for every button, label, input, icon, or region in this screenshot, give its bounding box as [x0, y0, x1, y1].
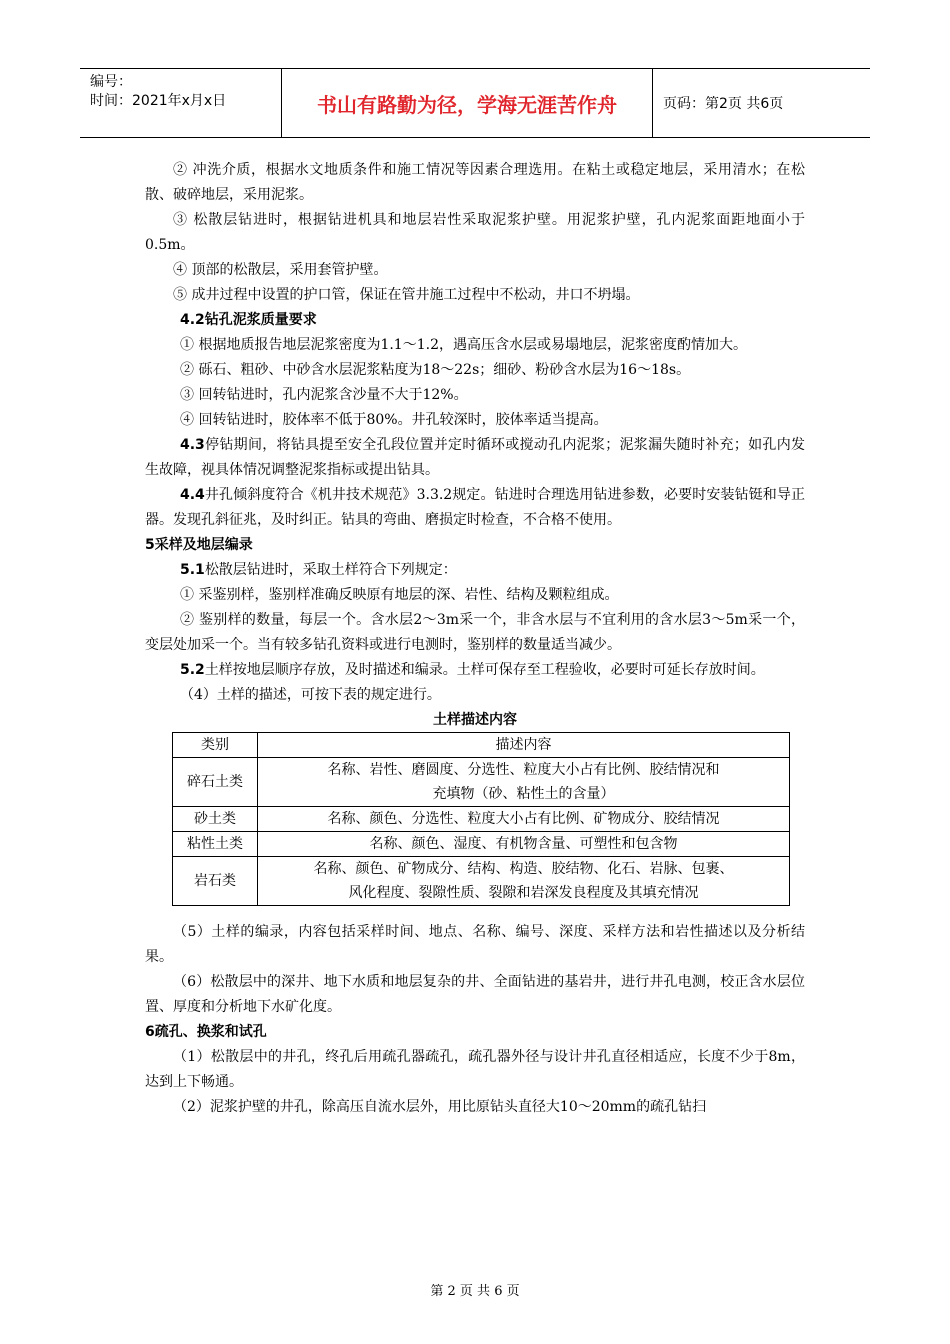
table-cell-category: 岩石类 — [173, 857, 258, 906]
table-cell-content — [258, 857, 790, 906]
content-line: 名称、岩性、磨圆度、分选性、粒度大小占有比例、胶结情况和 — [327, 762, 720, 778]
soil-description-table — [172, 732, 790, 906]
paragraph: （1）松散层中的井孔，终孔后用疏孔器疏孔，疏孔器外径与设计井孔直径相适应，长度不少于8m，达到上下畅通。 — [145, 1049, 805, 1090]
clause-number: 5.2 — [180, 662, 205, 678]
header-meta — [80, 69, 282, 137]
table-cell-category: 碎石土类 — [173, 758, 258, 807]
time-label: 时间：2021年x月x日 — [90, 93, 227, 109]
paragraph-5-1 — [145, 558, 805, 583]
clause-number: 4.3 — [180, 437, 205, 453]
section-heading-6: 6疏孔、换浆和试孔 — [145, 1024, 267, 1040]
clause-text: 松散层钻进时，采取土样符合下列规定： — [204, 562, 457, 578]
table-cell-content: 名称、颜色、湿度、有机物含量、可塑性和包含物 — [258, 832, 790, 857]
paragraph: ③ 回转钻进时，孔内泥浆含沙量不大于12%。 — [180, 387, 468, 403]
paragraph: （2）泥浆护壁的井孔，除高压自流水层外，用比原钻头直径大10～20mm的疏孔钻扫 — [173, 1099, 707, 1115]
table-caption: 土样描述内容 — [433, 712, 517, 728]
table-row — [173, 758, 790, 807]
content-line: 风化程度、裂隙性质、裂隙和岩深发良程度及其填充情况 — [348, 885, 699, 901]
paragraph: ② 砾石、粗砂、中砂含水层泥浆粘度为18～22s；细砂、粉砂含水层为16～18s。 — [180, 362, 691, 378]
table-row — [173, 857, 790, 906]
paragraph: ② 冲洗介质，根据水文地质条件和施工情况等因素合理选用。在粘土或稳定地层，采用清水；在松散、破碎地层，采用泥浆。 — [145, 162, 805, 203]
clause-text: 土样按地层顺序存放，及时描述和编录。土样可保存至工程验收，必要时可延长存放时间。 — [204, 662, 765, 678]
table-header-row — [173, 733, 790, 758]
number-label: 编号： — [90, 74, 132, 90]
clause-number: 5.1 — [180, 562, 205, 578]
clause-number: 4.4 — [180, 487, 205, 503]
section-heading-5: 5采样及地层编录 — [145, 537, 253, 553]
clause-text: 停钻期间，将钻具提至安全孔段位置并定时循环或搅动孔内泥浆；泥浆漏失随时补充；如孔内发生故障，视具体情况调整泥浆指标或提出钻具。 — [145, 437, 805, 478]
header-page-info: 页码：第2页 共6页 — [663, 96, 784, 112]
paragraph-5-2 — [145, 658, 805, 683]
paragraph-4-4 — [145, 483, 805, 533]
table-row — [173, 832, 790, 857]
document-body — [145, 158, 805, 1120]
table-row — [173, 807, 790, 832]
paragraph: ③ 松散层钻进时，根据钻进机具和地层岩性采取泥浆护壁。用泥浆护壁，孔内泥浆面距地面小于0.5m。 — [145, 212, 805, 253]
section-heading-4-2: 4.2钻孔泥浆质量要求 — [180, 312, 317, 328]
table-header-category: 类别 — [173, 733, 258, 758]
table-cell-category: 粘性土类 — [173, 832, 258, 857]
page-header — [80, 68, 870, 138]
paragraph: （5）土样的编录，内容包括采样时间、地点、名称、编号、深度、采样方法和岩性描述以及分析结果。 — [145, 924, 805, 965]
content-line: 充填物（砂、粘性土的含量） — [432, 786, 615, 802]
paragraph: ① 根据地质报告地层泥浆密度为1.1～1.2，遇高压含水层或易塌地层，泥浆密度酌情加大。 — [180, 337, 747, 353]
clause-text: 井孔倾斜度符合《机井技术规范》3.3.2规定。钻进时合理选用钻进参数，必要时安装钻铤和导正器。发现孔斜征兆，及时纠正。钻具的弯曲、磨损定时检查，不合格不使用。 — [145, 487, 805, 528]
paragraph: ② 鉴别样的数量，每层一个。含水层2～3m采一个，非含水层与不宜利用的含水层3～5m采一个，变层处加采一个。当有较多钻孔资料或进行电测时，鉴别样的数量适当减少。 — [145, 612, 805, 653]
paragraph: ④ 回转钻进时，胶体率不低于80%。井孔较深时，胶体率适当提高。 — [180, 412, 608, 428]
header-motto: 书山有路勤为径，学海无涯苦作舟 — [282, 69, 653, 137]
content-line: 名称、颜色、矿物成分、结构、构造、胶结物、化石、岩脉、包裹、 — [313, 861, 734, 877]
table-cell-category: 砂土类 — [173, 807, 258, 832]
page-footer: 第 2 页 共 6 页 — [430, 1284, 520, 1299]
paragraph: （6）松散层中的深井、地下水质和地层复杂的井、全面钻进的基岩井，进行井孔电测，校正含水层位置、厚度和分析地下水矿化度。 — [145, 974, 805, 1015]
paragraph: ① 采鉴别样，鉴别样准确反映原有地层的深、岩性、结构及颗粒组成。 — [180, 587, 619, 603]
paragraph: （4）土样的描述，可按下表的规定进行。 — [180, 687, 441, 703]
table-cell-content — [258, 758, 790, 807]
paragraph-4-3 — [145, 433, 805, 483]
table-cell-content: 名称、颜色、分选性、粒度大小占有比例、矿物成分、胶结情况 — [258, 807, 790, 832]
table-header-content: 描述内容 — [258, 733, 790, 758]
paragraph: ⑤ 成井过程中设置的护口管，保证在管井施工过程中不松动，井口不坍塌。 — [173, 287, 640, 303]
paragraph: ④ 顶部的松散层，采用套管护壁。 — [173, 262, 388, 278]
